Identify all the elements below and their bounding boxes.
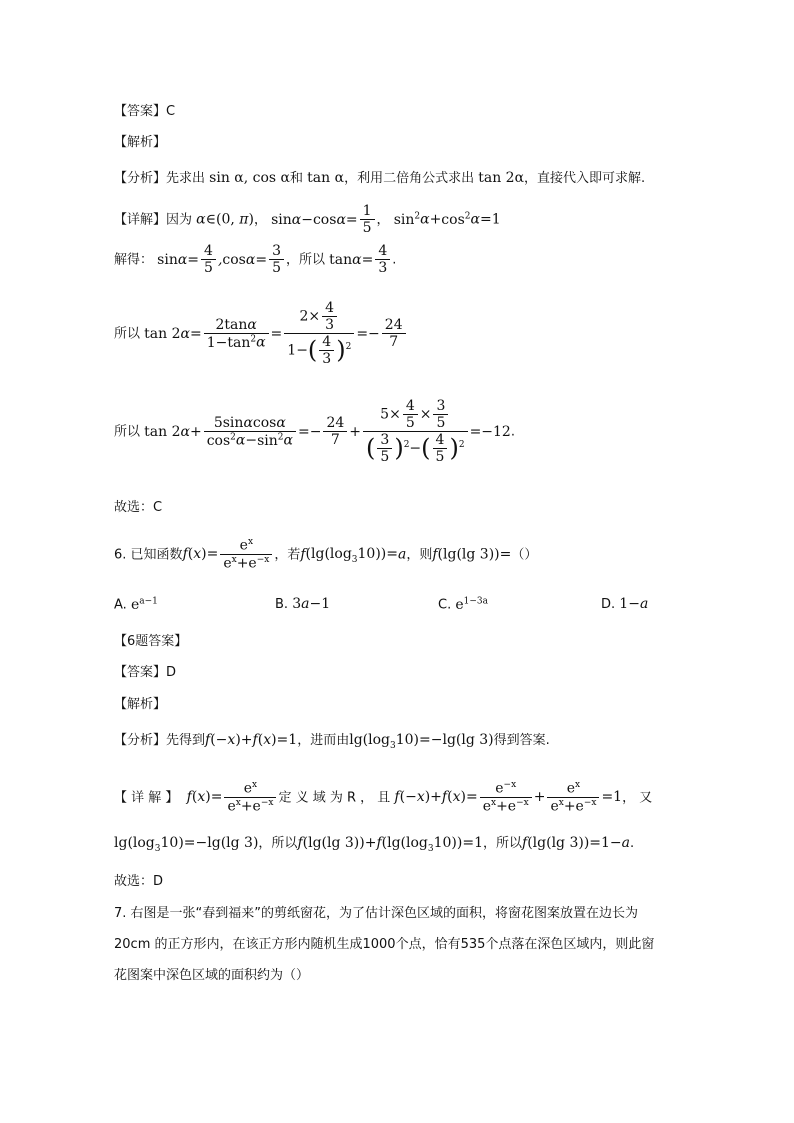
formula-tan-value: tanα= $\frac{4}{3}$ [329, 252, 392, 268]
fenxi-tag: 【分析】 [114, 733, 167, 748]
formula-result: f(lg(lg 3))=1−a [522, 835, 631, 851]
fenxi-math: tan 2α [478, 170, 525, 186]
q6-conclusion: $\lg(\log_310)=-\lg(\lg$ 3)，所以f(lg(lg $3))+f(\lg(\log_310))=1$，所以f(lg(lg 3))=1−a. [114, 835, 635, 854]
q7-line-2: 20cm 的正方形内，在该正方形内随机生成1000个点，恰有535个点落在深色区域内，则此窗 [114, 937, 655, 952]
xiangjie-text: ， 又 [622, 790, 653, 806]
q5-jiexi: 【解析】 [114, 135, 167, 150]
answer-tag: 【答案】 [114, 665, 167, 680]
formula-condition: $f(\lg(\log_310))=a$ [300, 546, 407, 566]
xiangjie-tag: 【详解】 [114, 212, 167, 228]
fenxi-text: ，直接代入即可求解. [524, 171, 646, 186]
xiangjie-text: 定 义 域 为 R ， 且 [278, 790, 391, 806]
suoyi-label: 所以 [114, 424, 141, 440]
formula-sum: f(lg(lg $3))+f(\lg(\log_310))=1$ [297, 835, 483, 854]
option-label: A. [114, 597, 127, 613]
option-b-formula: 3a−1 [292, 596, 331, 612]
fenxi-text: 先求出 [166, 171, 206, 186]
q5-fenxi [114, 170, 714, 187]
q6-answer-line [114, 665, 714, 681]
fenxi-math: tan α [307, 170, 345, 186]
q7-line-1 [114, 906, 714, 922]
stem-text: ，则 [406, 547, 433, 563]
xiangjie-tag: 【 详 解 】 [114, 790, 179, 806]
q5-answer-line [114, 104, 714, 120]
formula-alpha-range: α∈(0, π) [196, 211, 254, 228]
guxuan-label: 故选： [114, 500, 154, 515]
q6-xiangjie [114, 780, 714, 815]
q6-ti-answer: 【6题答案】 [114, 634, 188, 649]
q5-guxuan [114, 500, 714, 516]
fenxi-text: 先得到 [166, 733, 206, 748]
answer-value: D [166, 665, 177, 680]
guxuan-answer: D [153, 874, 164, 889]
option-d [601, 596, 648, 613]
fenxi-text: 得到答案. [493, 733, 550, 748]
formula-sin-cos-values: sinα= $\frac{4}{5}$ ,cosα= $\frac{3}{5}$ [157, 252, 286, 268]
q6-options [114, 596, 714, 618]
formula-symmetry: f(−x)+f(x)=1 [205, 732, 298, 748]
fenxi-text: 和 [290, 171, 304, 186]
suoyi-label: ，所以 [483, 836, 523, 851]
q7-line-3: 花图案中深色区域的面积约为（） [114, 968, 310, 983]
formula-symmetry-proof: f(−x)+f(x)= $\frac{e^{-x}}{e^x+e^{-x}}$ + $\frac{e^x}{e^x+e^{-x}}$ =1 [394, 780, 623, 815]
q7-text: 右图是一张“春到福来”的剪纸窗花，为了估计深色区域的面积，将窗花图案放置在边长为 [130, 906, 639, 921]
option-b [275, 596, 330, 613]
fenxi-tag: 【分析】 [114, 171, 167, 186]
option-a [114, 596, 158, 613]
answer-value: C [166, 104, 176, 119]
option-a-formula: $e^{a-1}$ [130, 596, 158, 613]
stem-text: ，若 [274, 547, 301, 563]
formula-target: f(lg(lg 3))= [432, 546, 512, 563]
option-label: B. [275, 597, 289, 612]
answer-tag: 【答案】 [114, 104, 167, 119]
q5-xiangjie: 【详解】因为 α∈(0, π)， sinα−cosα= $\frac{1}{5}$ ， $\sin^2\alpha+\cos^2\alpha=1$ [114, 203, 501, 237]
stem-text: 已知函数 [130, 547, 183, 563]
q6-guxuan [114, 874, 714, 890]
formula-fx-definition: f(x)= $\frac{e^x}{e^x+e^{-x}}$ [183, 546, 275, 562]
fenxi-text: ，利用二倍角公式求出 [344, 171, 475, 186]
suoyi-label: ，所以 [258, 836, 298, 851]
formula-lg-relation: $\lg(\log_310)=-\lg(\lg$ 3) [114, 835, 259, 854]
q6-stem [114, 537, 714, 572]
guxuan-answer: C [153, 500, 163, 515]
suoyi-label: 所以 [299, 252, 326, 268]
fenxi-math: sin α, cos α [209, 170, 291, 186]
formula-fx: f(x)= $\frac{e^x}{e^x+e^{-x}}$ [187, 789, 279, 805]
option-label: D. [601, 597, 616, 612]
q6-fenxi [114, 732, 714, 752]
fenxi-text: ，进而由 [297, 733, 350, 748]
suoyi-label: 所以 [114, 326, 141, 342]
guxuan-label: 故选： [114, 874, 154, 889]
formula-lg-identity: $\lg(\log_310)=-\lg(\lg$ 3) [349, 732, 494, 751]
question-number: 7. [114, 906, 127, 921]
xiangjie-text: 因为 [166, 212, 193, 228]
q5-final: 所以 tan 2α+ $\frac{5\sin\alpha\cos\alpha}{\cos^2\alpha-\sin^2\alpha}$ =− $\frac{24}{7}$ + 5× $\frac{4}{5}$ × $\frac{3}{5}$ ( $\frac{3}{5}$ )$^2$−( $\frac{4}{5}$ )$^2$ =−12. [114, 398, 515, 466]
formula-final-expression: tan 2α+ $\frac{5\sin\alpha\cos\alpha}{\cos^2\alpha-\sin^2\alpha}$ =− $\frac{24}{7}$ + 5× $\frac{4}{5}$ × $\frac{3}{5}$ ( $\frac{3}{5}$ )$^2$−( $\frac{4}{5}$ )$^2$ =−12 [144, 398, 511, 466]
option-c-formula: $e^{1-3a}$ [455, 596, 489, 613]
formula-sin-minus-cos: sinα−cosα= $\frac{1}{5}$ [271, 212, 376, 228]
question-number: 6. [114, 547, 127, 563]
option-d-formula: 1−a [619, 596, 649, 612]
stem-text: （） [511, 547, 538, 563]
q5-jiede: 解得： sinα= $\frac{4}{5}$ ,cosα= $\frac{3}{5}$ ，所以 tanα= $\frac{4}{3}$ . [114, 243, 397, 277]
option-c [438, 596, 488, 613]
q6-jiexi: 【解析】 [114, 697, 167, 712]
option-label: C. [438, 597, 452, 613]
formula-pythagorean: $\sin^2\alpha+\cos^2\alpha=1$ [393, 210, 501, 228]
formula-tan2a: tan 2α= $\frac{2\tan\alpha}{1-\tan^2\alpha}$ = 2× $\frac{4}{3}$ 1−( $\frac{4}{3}$ )$^2$ =− $\frac{24}{7}$ [144, 326, 407, 342]
q5-tan2a [114, 300, 714, 367]
jiede-label: 解得： [114, 252, 154, 268]
